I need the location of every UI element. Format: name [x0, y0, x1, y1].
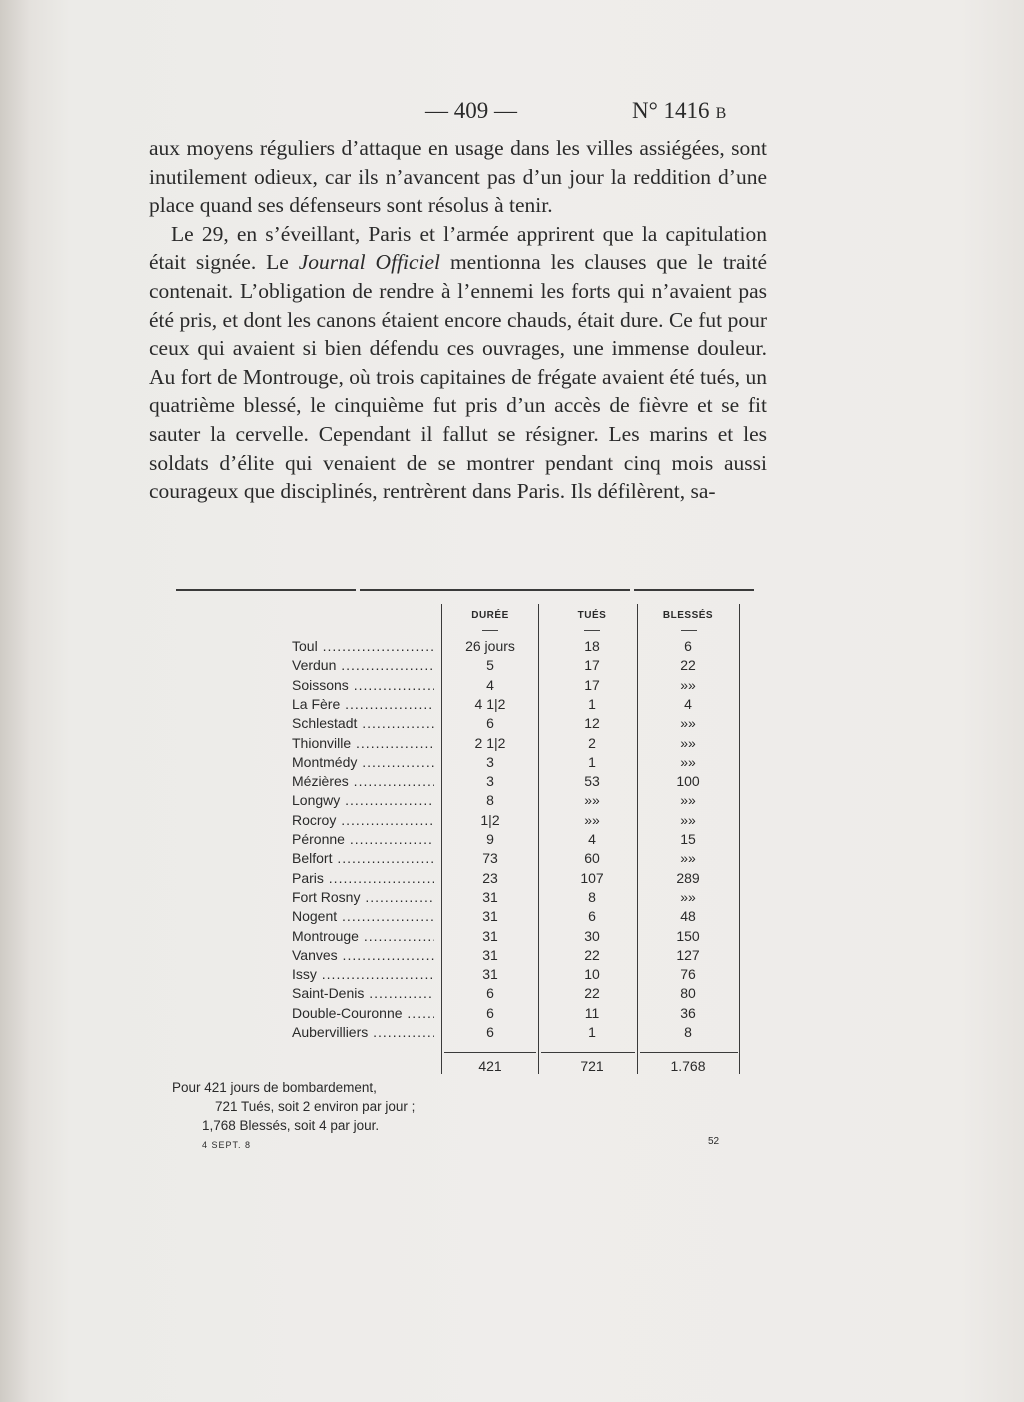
table-row	[0, 850, 1024, 869]
table-row	[0, 831, 1024, 850]
duree-cell: 23	[482, 869, 498, 886]
place-name: Longwy .....	[292, 792, 434, 808]
table-row	[0, 638, 1024, 657]
tues-cell: 22	[584, 946, 600, 963]
table-row	[0, 1005, 1024, 1024]
summary-line-2: 721 Tués, soit 2 environ par jour ;	[215, 1099, 416, 1114]
tues-cell: 107	[580, 869, 604, 886]
paragraph-2-rest: mentionna les clauses que le traité contenait. L’obligation de rendre à l’ennemi les forts qui n’avaient pas été pris, et dont les canons étaient encore chauds, était dure. Ce fut pour ceux qui avaient si bien défendu ces ouvrages, une immense douleur. Au fort de Montrouge, où trois capitaines de frégate avaient été tués, un quatrième blessé, le cinquième fut pris d’un accès de fièvre et se fit sauter la cervelle. Cependant il fallut se résigner. Les marins et les soldats d’élite qui venaient de se montrer pendant cinq mois aussi courageux que disciplinés, rentrèrent dans Paris. Ils défilèrent, sa-	[149, 250, 767, 504]
table-row	[0, 677, 1024, 696]
blesses-cell: 4	[684, 695, 692, 712]
place-name: Schlestadt .....	[292, 715, 434, 731]
tues-cell: »»	[584, 811, 600, 828]
place-name: Fort Rosny .....	[292, 889, 434, 905]
table-row	[0, 754, 1024, 773]
table-row	[0, 870, 1024, 889]
total-tues: 721	[580, 1058, 604, 1074]
paragraph-1: aux moyens réguliers d’attaque en usage dans les villes assiégées, sont inutilement odieux, car ils n’avancent pas d’un jour la reddition d’une place quand ses défenseurs sont résolus à tenir.	[149, 136, 767, 218]
table-row	[0, 792, 1024, 811]
tues-cell: 10	[584, 966, 600, 983]
blesses-cell: »»	[680, 850, 696, 867]
document-suffix: B	[715, 105, 727, 122]
header-tues: TUÉS	[577, 610, 607, 621]
place-name: Thionville .....	[292, 735, 434, 751]
table-row	[0, 908, 1024, 927]
page-number: — 409 —	[425, 98, 517, 123]
duree-cell: 31	[482, 927, 498, 944]
blesses-cell: »»	[680, 888, 696, 905]
tues-cell: 1	[588, 1024, 596, 1040]
tues-cell: 22	[584, 985, 600, 1002]
duree-cell: 31	[482, 946, 498, 963]
place-name: Verdun .....	[292, 657, 434, 673]
duree-cell: 2 1|2	[474, 734, 506, 751]
blesses-cell: 289	[676, 869, 700, 886]
table-row	[0, 966, 1024, 985]
place-name: Montrouge .....	[292, 928, 434, 944]
tues-cell: 18	[584, 638, 600, 654]
duree-cell: 6	[486, 985, 494, 1002]
duree-cell: 4	[486, 676, 494, 693]
duree-cell: 31	[482, 888, 498, 905]
table-row	[0, 812, 1024, 831]
duree-cell: 1|2	[480, 811, 500, 828]
tues-cell: 12	[584, 715, 600, 732]
table-row	[0, 889, 1024, 908]
blesses-cell: 80	[680, 985, 696, 1002]
header-dash	[584, 630, 600, 631]
blesses-cell: »»	[680, 715, 696, 732]
printer-mark: 4 SEPT. 8	[202, 1140, 252, 1150]
table-row	[0, 715, 1024, 734]
table-row	[0, 928, 1024, 947]
place-name: La Fère .....	[292, 696, 434, 712]
duree-cell: 8	[486, 792, 494, 809]
blesses-cell: 15	[680, 831, 696, 847]
duree-cell: 26 jours	[465, 638, 515, 654]
tues-cell: 2	[588, 734, 596, 751]
tues-cell: 17	[584, 657, 600, 674]
total-blesses: 1.768	[670, 1058, 706, 1074]
duree-cell: 3	[486, 773, 494, 790]
tues-cell: 17	[584, 676, 600, 693]
paragraph-2-start: Le 29, en s’éveillant, Paris et l’armée apprirent que la capitulation était signée. Le	[149, 221, 767, 275]
summary-note	[172, 1078, 415, 1135]
place-name: Double-Couronne .....	[292, 1005, 434, 1021]
tues-cell: 60	[584, 850, 600, 867]
place-name: Belfort .....	[292, 850, 434, 866]
blesses-cell: 8	[684, 1024, 692, 1040]
table-row	[0, 773, 1024, 792]
tues-cell: 30	[584, 927, 600, 944]
sheet-number: 52	[708, 1136, 720, 1147]
separator-rule	[176, 589, 356, 591]
duree-cell: 6	[486, 1004, 494, 1021]
place-name: Saint-Denis .....	[292, 985, 434, 1001]
blesses-cell: 6	[684, 638, 692, 654]
blesses-cell: »»	[680, 734, 696, 751]
document-number-text: N° 1416	[632, 98, 710, 123]
separator-rule	[360, 589, 630, 591]
table-row	[0, 657, 1024, 676]
tues-cell: 53	[584, 773, 600, 790]
blesses-cell: 76	[680, 966, 696, 983]
summary-line-1: Pour 421 jours de bombardement,	[172, 1080, 377, 1095]
place-name: Mézières .....	[292, 773, 434, 789]
blesses-cell: »»	[680, 811, 696, 828]
table-row	[0, 985, 1024, 1004]
place-name: Aubervilliers .....	[292, 1024, 434, 1040]
tues-cell: 6	[588, 908, 596, 925]
tues-cell: 1	[588, 695, 596, 712]
tues-cell: 8	[588, 888, 596, 905]
totals-row	[0, 1058, 1024, 1078]
blesses-cell: 127	[676, 946, 700, 963]
duree-cell: 5	[486, 657, 494, 674]
sum-line	[541, 1052, 635, 1053]
table-row	[0, 1024, 1024, 1043]
duree-cell: 31	[482, 908, 498, 925]
paragraph-2	[149, 220, 767, 506]
duree-cell: 4 1|2	[474, 695, 506, 712]
body-text	[149, 134, 767, 506]
place-name: Rocroy .....	[292, 812, 434, 828]
journal-title: Journal Officiel	[298, 250, 441, 275]
tues-cell: 1	[588, 753, 596, 770]
duree-cell: 6	[486, 1024, 494, 1040]
place-name: Paris .....	[292, 870, 434, 886]
tues-cell: »»	[584, 792, 600, 809]
place-name: Nogent .....	[292, 908, 434, 924]
total-duree: 421	[478, 1058, 502, 1074]
blesses-cell: 36	[680, 1004, 696, 1021]
blesses-cell: 22	[680, 657, 696, 674]
sum-line	[444, 1052, 536, 1053]
header-blesses: BLESSÉS	[662, 610, 714, 621]
header-dash	[681, 630, 697, 631]
duree-cell: 73	[482, 850, 498, 867]
blesses-cell: »»	[680, 676, 696, 693]
blesses-cell: »»	[680, 792, 696, 809]
place-name: Toul .....	[292, 638, 434, 654]
duree-cell: 31	[482, 966, 498, 983]
separator-rule	[634, 589, 754, 591]
table-row	[0, 947, 1024, 966]
blesses-cell: 48	[680, 908, 696, 925]
tues-cell: 11	[584, 1004, 600, 1021]
place-name: Vanves .....	[292, 947, 434, 963]
summary-line-3: 1,768 Blessés, soit 4 par jour.	[202, 1118, 380, 1133]
table-row	[0, 735, 1024, 754]
header-duree: DURÉE	[471, 610, 509, 621]
blesses-cell: »»	[680, 753, 696, 770]
document-number	[632, 98, 726, 124]
page-header	[0, 98, 1024, 128]
siege-table	[0, 600, 1024, 1080]
duree-cell: 9	[486, 831, 494, 847]
duree-cell: 3	[486, 753, 494, 770]
header-dash	[482, 630, 498, 631]
place-name: Montmédy .....	[292, 754, 434, 770]
blesses-cell: 100	[676, 773, 700, 790]
table-row	[0, 696, 1024, 715]
place-name: Soissons .....	[292, 677, 434, 693]
blesses-cell: 150	[676, 927, 700, 944]
duree-cell: 6	[486, 715, 494, 732]
sum-line	[640, 1052, 738, 1053]
place-name: Péronne .....	[292, 831, 434, 847]
tues-cell: 4	[588, 831, 596, 847]
place-name: Issy .....	[292, 966, 434, 982]
